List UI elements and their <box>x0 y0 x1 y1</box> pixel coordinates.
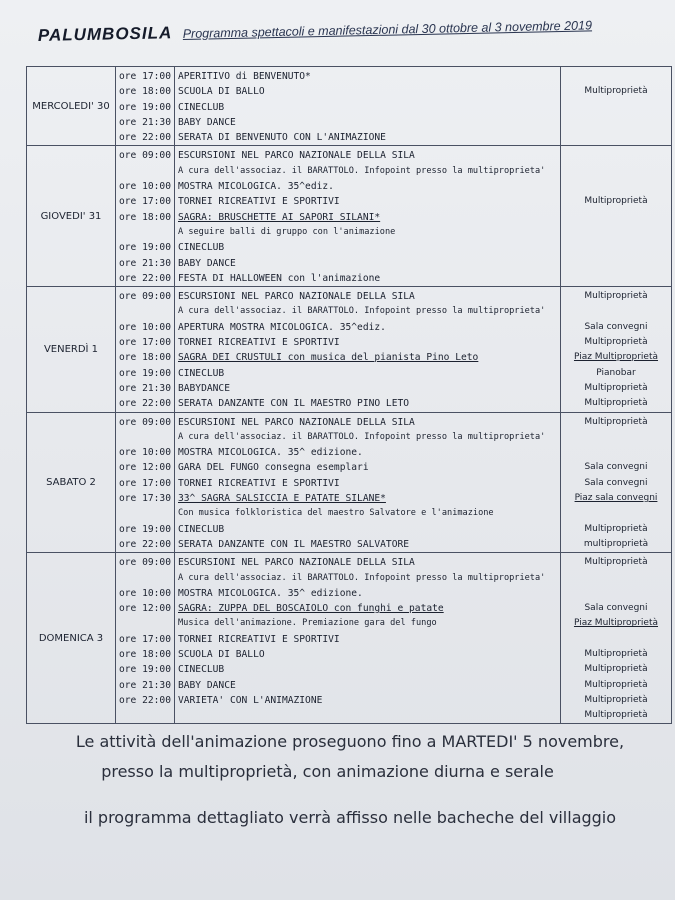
event-venue: Multiproprietà <box>584 291 648 302</box>
day-label: DOMENICA 3 <box>27 553 116 724</box>
footer-line-3: il programma dettagliato verrà affisso nelle bacheche del villaggio <box>83 808 617 827</box>
time-column <box>116 412 175 553</box>
event-venue: Pianobar <box>596 367 636 378</box>
venue-column <box>561 146 672 287</box>
event-name: FESTA DI HALLOWEEN con l'animazione <box>177 272 381 284</box>
day-block <box>27 553 672 724</box>
event-name: SERATA DANZANTE CON IL MAESTRO PINO LETO <box>177 398 410 410</box>
event-name: A cura dell'associaz. il BARATTOLO. Infopoint presso la multiproprieta' <box>177 431 546 442</box>
event-venue: Sala convegni <box>584 603 648 614</box>
event-time: ore 19:00 <box>119 523 171 535</box>
event-venue: Multiproprietà <box>584 382 648 393</box>
venue-column <box>561 412 672 553</box>
day-block <box>27 287 672 412</box>
event-time: ore 10:00 <box>119 587 171 599</box>
event-venue <box>564 571 668 586</box>
event-time: ore 12:00 <box>119 462 171 474</box>
event-venue: Multiproprietà <box>584 337 648 348</box>
event-time <box>119 430 171 445</box>
day-block <box>27 412 672 553</box>
event-time: ore 22:00 <box>119 538 171 550</box>
event-venue <box>564 69 668 84</box>
event-name: ESCURSIONI NEL PARCO NAZIONALE DELLA SILA <box>177 291 415 303</box>
event-time: ore 17:00 <box>119 71 171 82</box>
event-venue: Multiproprietà <box>584 416 648 427</box>
event-name: Musica dell'animazione. Premiazione gara del fungo <box>177 618 437 629</box>
event-time <box>119 708 171 723</box>
event-time <box>119 506 171 521</box>
event-time: ore 22:00 <box>119 272 171 284</box>
time-column <box>116 287 175 412</box>
event-name: CINECLUB <box>177 367 225 379</box>
event-column <box>174 146 560 287</box>
event-time <box>119 225 171 240</box>
event-venue: Piaz sala convegni <box>574 493 658 504</box>
event-venue: Multiproprietà <box>584 648 648 659</box>
event-time: ore 17:00 <box>119 337 171 349</box>
event-name: MOSTRA MICOLOGICA. 35^ edizione. <box>177 587 363 599</box>
event-name: SAGRA: BRUSCHETTE AI SAPORI SILANI* <box>177 211 381 223</box>
event-venue <box>564 632 668 647</box>
venue-column <box>561 287 672 412</box>
event-time: ore 09:00 <box>119 557 171 569</box>
event-name: CINECLUB <box>177 523 225 535</box>
event-name: SAGRA: ZUPPA DEL BOSCAIOLO con funghi e patate <box>177 603 444 615</box>
event-venue <box>564 256 668 271</box>
event-name: 33^ SAGRA SALSICCIA E PATATE SILANE* <box>177 493 386 505</box>
event-time <box>119 616 171 631</box>
event-venue <box>564 225 668 240</box>
event-name: MOSTRA MICOLOGICA. 35^ edizione. <box>177 447 363 459</box>
event-name: TORNEI RICREATIVI E SPORTIVI <box>177 337 340 349</box>
event-time: ore 10:00 <box>119 321 171 333</box>
event-name: BABYDANCE <box>177 382 230 394</box>
event-venue <box>564 586 668 601</box>
event-venue <box>564 304 668 319</box>
time-column <box>116 553 175 724</box>
event-venue <box>564 271 668 286</box>
day-block <box>27 146 672 287</box>
day-block <box>27 67 672 146</box>
event-venue <box>564 115 668 130</box>
event-name: ESCURSIONI NEL PARCO NAZIONALE DELLA SILA <box>177 557 415 569</box>
event-name: GARA DEL FUNGO consegna esemplari <box>177 462 369 474</box>
event-name <box>178 708 557 723</box>
event-column <box>174 287 560 412</box>
event-name: APERITIVO di BENVENUTO* <box>177 71 311 82</box>
event-venue: Multiproprietà <box>584 710 648 721</box>
event-name: CINECLUB <box>177 101 225 113</box>
event-name: TORNEI RICREATIVI E SPORTIVI <box>177 196 340 208</box>
event-time: ore 21:30 <box>119 116 171 128</box>
event-time: ore 18:00 <box>119 86 171 98</box>
event-name: VARIETA' CON L'ANIMAZIONE <box>177 694 323 706</box>
event-time: ore 10:00 <box>119 447 171 459</box>
event-time: ore 22:00 <box>119 132 171 144</box>
event-venue: Sala convegni <box>584 477 648 488</box>
event-venue: multiproprietà <box>583 538 649 549</box>
footer-line-1: Le attività dell'animazione proseguono fino a MARTEDI' 5 novembre, <box>75 732 625 751</box>
event-venue: Multiproprietà <box>584 557 648 568</box>
event-venue: Piaz Multiproprietà <box>573 352 659 363</box>
event-name: Con musica folkloristica del maestro Salvatore e l'animazione <box>177 508 494 519</box>
event-venue <box>564 240 668 255</box>
event-name: SCUOLA DI BALLO <box>177 86 265 98</box>
time-column <box>116 67 175 146</box>
event-venue: Sala convegni <box>584 462 648 473</box>
event-name: SERATA DI BENVENUTO CON L'ANIMAZIONE <box>177 132 386 144</box>
event-venue: Multiproprietà <box>584 196 648 207</box>
event-name: A seguire balli di gruppo con l'animazione <box>177 226 396 237</box>
event-name: BABY DANCE <box>177 257 236 269</box>
event-name: CINECLUB <box>177 242 225 254</box>
event-venue: Multiproprietà <box>584 523 648 534</box>
event-time: ore 12:00 <box>119 603 171 615</box>
event-name: CINECLUB <box>177 664 225 676</box>
event-time: ore 17:00 <box>119 196 171 208</box>
footer-line-2: presso la multiproprietà, con animazione diurna e serale <box>101 762 554 781</box>
event-time: ore 09:00 <box>119 291 171 303</box>
event-time <box>119 164 171 179</box>
event-venue <box>564 164 668 179</box>
event-name: A cura dell'associaz. il BARATTOLO. Infopoint presso la multiproprieta' <box>177 572 546 583</box>
venue-column <box>561 67 672 146</box>
event-time: ore 19:00 <box>119 101 171 113</box>
event-name: A cura dell'associaz. il BARATTOLO. Infopoint presso la multiproprieta' <box>177 165 546 176</box>
venue-column <box>561 553 672 724</box>
event-time: ore 17:00 <box>119 477 171 489</box>
event-name: SCUOLA DI BALLO <box>177 648 265 660</box>
event-time: ore 22:00 <box>119 398 171 410</box>
event-name: SERATA DANZANTE CON IL MAESTRO SALVATORE <box>177 538 410 550</box>
day-label: VENERDÌ 1 <box>27 287 116 412</box>
event-name: BABY DANCE <box>177 116 236 128</box>
event-time <box>119 304 171 319</box>
time-column <box>116 146 175 287</box>
event-venue: Piaz Multiproprietà <box>573 618 659 629</box>
event-time: ore 09:00 <box>119 416 171 428</box>
event-venue <box>564 179 668 194</box>
event-name: TORNEI RICREATIVI E SPORTIVI <box>177 633 340 645</box>
event-time: ore 21:30 <box>119 679 171 691</box>
event-name: ESCURSIONI NEL PARCO NAZIONALE DELLA SILA <box>177 416 415 428</box>
event-venue <box>564 506 668 521</box>
event-venue: Sala convegni <box>584 321 648 332</box>
event-time: ore 18:00 <box>119 211 171 223</box>
event-name: SAGRA DEI CRUSTULI con musica del pianista Pino Leto <box>177 352 479 364</box>
event-name: ESCURSIONI NEL PARCO NAZIONALE DELLA SILA <box>177 150 415 162</box>
event-column <box>174 412 560 553</box>
day-label: MERCOLEDI' 30 <box>27 67 116 146</box>
event-column <box>174 553 560 724</box>
event-venue: Multiproprietà <box>584 664 648 675</box>
day-label: SABATO 2 <box>27 412 116 553</box>
program-subtitle: Programma spettacoli e manifestazioni dal 30 ottobre al 3 novembre 2019 <box>182 18 593 41</box>
event-time: ore 21:30 <box>119 257 171 269</box>
event-name: A cura dell'associaz. il BARATTOLO. Infopoint presso la multiproprieta' <box>177 306 546 317</box>
event-time <box>119 571 171 586</box>
event-time: ore 09:00 <box>119 150 171 162</box>
event-time: ore 18:00 <box>119 648 171 660</box>
event-name: BABY DANCE <box>177 679 236 691</box>
event-column <box>174 67 560 146</box>
event-time: ore 19:00 <box>119 242 171 254</box>
brand-title: PALUMBOSILA <box>37 23 173 45</box>
event-venue: Multiproprietà <box>584 86 648 97</box>
event-time: ore 19:00 <box>119 664 171 676</box>
event-name: APERTURA MOSTRA MICOLOGICA. 35^ediz. <box>177 321 386 333</box>
event-time: ore 17:30 <box>119 493 171 505</box>
event-venue: Multiproprietà <box>584 398 648 409</box>
event-venue <box>564 430 668 445</box>
event-time: ore 19:00 <box>119 367 171 379</box>
event-venue <box>564 100 668 115</box>
event-name: TORNEI RICREATIVI E SPORTIVI <box>177 477 340 489</box>
event-time: ore 21:30 <box>119 382 171 394</box>
event-name: MOSTRA MICOLOGICA. 35^ediz. <box>177 181 334 193</box>
header <box>38 13 658 54</box>
event-time: ore 10:00 <box>119 181 171 193</box>
event-time: ore 22:00 <box>119 694 171 706</box>
event-venue <box>564 130 668 145</box>
event-venue: Multiproprietà <box>584 694 648 705</box>
schedule-table <box>26 66 672 724</box>
event-venue <box>564 210 668 225</box>
day-label: GIOVEDI' 31 <box>27 146 116 287</box>
event-venue: Multiproprietà <box>584 679 648 690</box>
event-venue <box>564 148 668 163</box>
event-time: ore 17:00 <box>119 633 171 645</box>
event-venue <box>564 445 668 460</box>
event-time: ore 18:00 <box>119 352 171 364</box>
